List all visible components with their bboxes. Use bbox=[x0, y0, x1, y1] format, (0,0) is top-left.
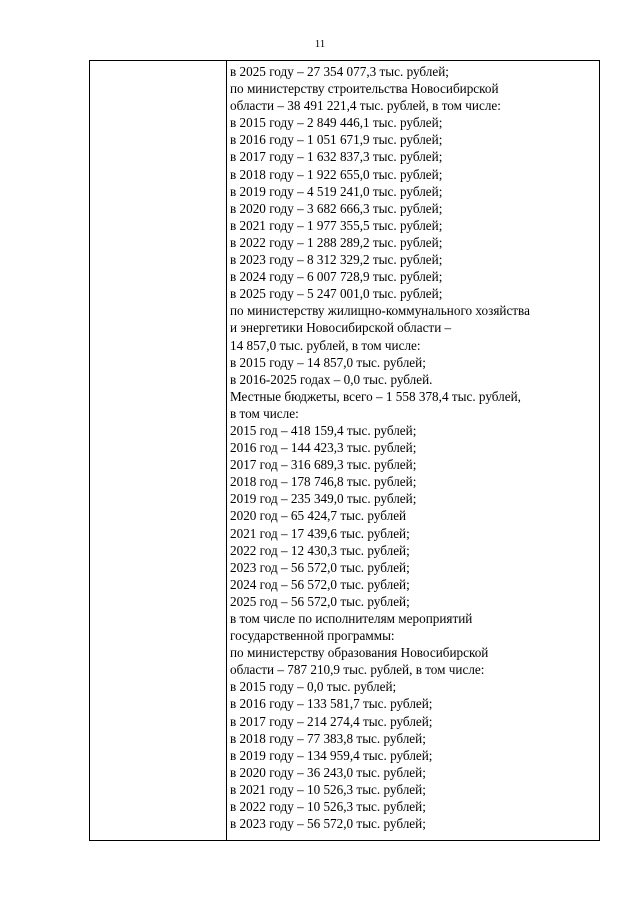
text-line: в том числе: bbox=[230, 405, 299, 421]
text-line: в 2015 году – 14 857,0 тыс. рублей; bbox=[230, 354, 426, 370]
text-line: области – 787 210,9 тыс. рублей, в том числе: bbox=[230, 662, 485, 678]
text-line: в 2021 году – 10 526,3 тыс. рублей; bbox=[230, 781, 426, 797]
text-line: и энергетики Новосибирской области – bbox=[230, 320, 452, 336]
text-line: в 2022 году – 10 526,3 тыс. рублей; bbox=[230, 799, 426, 815]
text-line: 2020 год – 65 424,7 тыс. рублей bbox=[230, 508, 407, 524]
text-line: по министерству жилищно-коммунального хозяйства bbox=[230, 303, 530, 319]
table-left-cell bbox=[90, 61, 227, 840]
text-line: государственной программы: bbox=[230, 628, 395, 644]
text-line: в 2019 году – 4 519 241,0 тыс. рублей; bbox=[230, 183, 443, 199]
text-line: по министерству образования Новосибирской bbox=[230, 645, 489, 661]
text-line: в 2025 году – 5 247 001,0 тыс. рублей; bbox=[230, 286, 443, 302]
text-line: в 2016 году – 1 051 671,9 тыс. рублей; bbox=[230, 132, 443, 148]
text-line: 2023 год – 56 572,0 тыс. рублей; bbox=[230, 559, 410, 575]
text-line: Местные бюджеты, всего – 1 558 378,4 тыс. рублей, bbox=[230, 388, 521, 404]
text-line: 2025 год – 56 572,0 тыс. рублей; bbox=[230, 593, 410, 609]
text-line: в 2025 году – 27 354 077,3 тыс. рублей; bbox=[230, 64, 449, 79]
text-line: в том числе по исполнителям мероприятий bbox=[230, 611, 473, 626]
text-line: в 2022 году – 1 288 289,2 тыс. рублей; bbox=[230, 234, 443, 250]
text-line: в 2023 году – 56 572,0 тыс. рублей; bbox=[230, 816, 426, 832]
text-line: 2016 год – 144 423,3 тыс. рублей; bbox=[230, 440, 417, 456]
text-line: 2024 год – 56 572,0 тыс. рублей; bbox=[230, 576, 410, 592]
text-line: в 2024 году – 6 007 728,9 тыс. рублей; bbox=[230, 269, 443, 285]
text-line: в 2018 году – 1 922 655,0 тыс. рублей; bbox=[230, 166, 443, 182]
text-line: в 2018 году – 77 383,8 тыс. рублей; bbox=[230, 730, 426, 746]
document-table bbox=[89, 60, 600, 841]
page-number: 11 bbox=[314, 38, 326, 50]
text-line: в 2016 году – 133 581,7 тыс. рублей; bbox=[230, 696, 433, 712]
text-line: по министерству строительства Новосибирской bbox=[230, 81, 499, 97]
text-line: 14 857,0 тыс. рублей, в том числе: bbox=[230, 337, 421, 353]
text-line: 2017 год – 316 689,3 тыс. рублей; bbox=[230, 457, 417, 473]
text-line: в 2019 году – 134 959,4 тыс. рублей; bbox=[230, 747, 433, 763]
text-line: в 2023 году – 8 312 329,2 тыс. рублей; bbox=[230, 252, 443, 268]
text-line: в 2021 году – 1 977 355,5 тыс. рублей; bbox=[230, 217, 443, 233]
text-line: области – 38 491 221,4 тыс. рублей, в том числе: bbox=[230, 98, 501, 114]
text-line: в 2015 году – 0,0 тыс. рублей; bbox=[230, 679, 397, 695]
text-line: 2019 год – 235 349,0 тыс. рублей; bbox=[230, 491, 417, 507]
table-right-cell bbox=[227, 61, 599, 840]
text-line: в 2017 году – 214 274,4 тыс. рублей; bbox=[230, 713, 433, 729]
text-line: 2018 год – 178 746,8 тыс. рублей; bbox=[230, 474, 417, 490]
text-line: 2021 год – 17 439,6 тыс. рублей; bbox=[230, 525, 410, 541]
text-line: в 2015 году – 2 849 446,1 тыс. рублей; bbox=[230, 115, 443, 131]
text-line: 2015 год – 418 159,4 тыс. рублей; bbox=[230, 422, 417, 438]
text-line: в 2017 году – 1 632 837,3 тыс. рублей; bbox=[230, 149, 443, 165]
text-line: 2022 год – 12 430,3 тыс. рублей; bbox=[230, 542, 410, 558]
text-line: в 2020 году – 3 682 666,3 тыс. рублей; bbox=[230, 200, 443, 216]
text-line: в 2020 году – 36 243,0 тыс. рублей; bbox=[230, 764, 426, 780]
text-line: в 2016-2025 годах – 0,0 тыс. рублей. bbox=[230, 371, 433, 387]
